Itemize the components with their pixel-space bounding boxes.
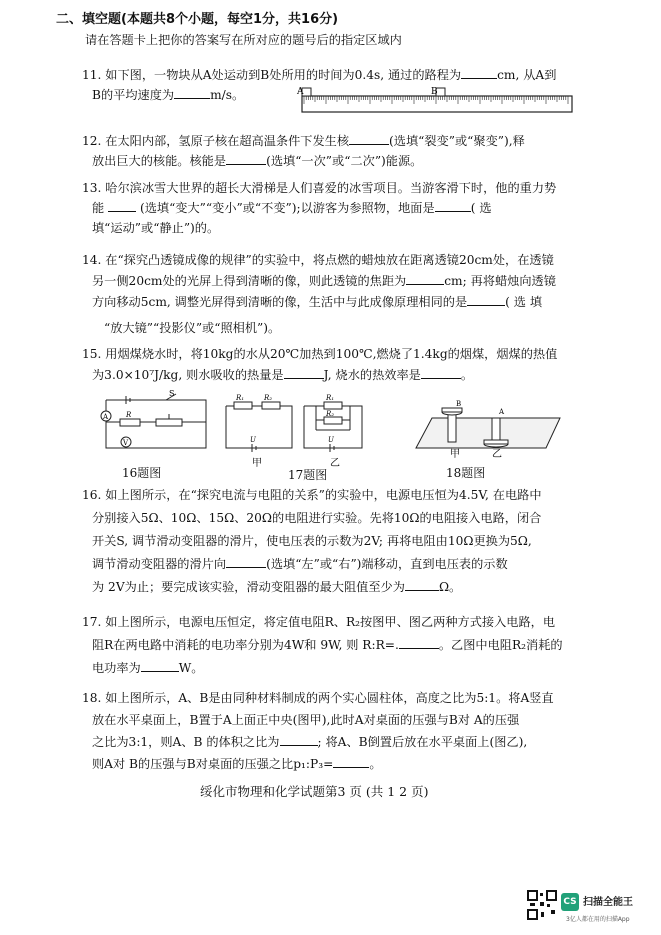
q18-text-d: 。 — [369, 757, 382, 771]
q14-line1: 14. 在“探究凸透镜成像的规律”的实验中，将点燃的蜡烛放在距离透镜20cm处，在透镜 — [82, 253, 554, 267]
q14-blank-1 — [406, 273, 444, 285]
ruler-label-b: B — [431, 87, 438, 97]
q12-blank-2 — [226, 153, 266, 165]
page-footer: 绥化市物理和化学试题第3 页 (共 1 2 页) — [200, 784, 429, 799]
fig16-voltmeter-label: V — [123, 439, 129, 447]
q13-text-c: ( 选 — [470, 201, 492, 215]
q15-line2 — [92, 367, 473, 383]
q18-line3 — [92, 734, 527, 750]
fig17-u-label-jia: U — [250, 436, 256, 444]
q12-text-d: (选填“一次”或“二次”)能源。 — [266, 154, 423, 168]
q12-blank-1 — [349, 133, 389, 145]
fig18-caption: 18题图 — [446, 466, 486, 480]
circuit-figure-16 — [96, 388, 216, 460]
fig18-b-label: B — [456, 400, 462, 408]
q18-text-b: ; 将A、B倒置后放在水平桌面上(图乙), — [317, 735, 528, 749]
q15-blank-1 — [284, 367, 324, 379]
q15-text-b: J, 烧水的热效率是 — [323, 368, 421, 382]
q13-text-a: 能 — [92, 201, 105, 215]
q13-line3: 填“运动”或“静止”)的。 — [92, 221, 220, 235]
circuit-figure-17 — [222, 392, 368, 470]
q15-blank-2 — [421, 367, 461, 379]
fig17-r1-label: R₁ — [236, 394, 245, 402]
fig16-caption: 16题图 — [122, 466, 162, 480]
fig18-jia-label: 甲 — [450, 449, 460, 460]
fig17-yi-r2-label: R₂ — [326, 410, 335, 418]
fig17-r2-label: R₂ — [264, 394, 273, 402]
fig17-jia-label: 甲 — [252, 458, 262, 469]
q12-line1 — [82, 133, 525, 149]
q17-line3 — [92, 660, 203, 676]
q13-line1: 13. 哈尔滨冰雪大世界的超长大滑梯是人们喜爱的冰雪项目。当游客滑下时，他的重力势 — [82, 181, 557, 195]
q17-line2 — [92, 637, 563, 653]
q17-line1: 17. 如上图所示，电源电压恒定，将定值电阻R、R₂按图甲、图乙两种方式接入电路，电 — [82, 615, 556, 629]
q14-text-c: 方向移动5cm, 调整光屏得到清晰的像，生活中与此成像原理相同的是 — [92, 295, 468, 309]
q11-text-a: 11. 如下图，一物块从A处运动到B处所用的时间为0.4s, 通过的路程为 — [82, 68, 462, 82]
ruler-label-a: A — [297, 87, 304, 97]
q14-line2 — [92, 273, 556, 289]
q17-text-c: 电功率为 — [92, 661, 141, 675]
q16-line4 — [92, 556, 508, 572]
q18-text-a: 之比为3:1，则A、B 的体积之比为 — [92, 735, 280, 749]
camscanner-name: 扫描全能王 — [583, 897, 633, 908]
q13-blank-2 — [435, 200, 471, 212]
q18-text-c: 则A对 B的压强与B对桌面的压强之比p₁:P₃= — [92, 757, 334, 771]
q14-line3 — [92, 294, 542, 310]
q15-line1: 15. 用烟煤烧水时，将10kg的水从20℃加热到100℃,燃烧了1.4kg的烟煤，烟煤的热值 — [82, 347, 558, 361]
fig17-yi-r1-label: R₁ — [326, 394, 335, 402]
q11-blank-distance — [461, 67, 497, 79]
q13-line2 — [92, 200, 492, 216]
q13-blank-1 — [108, 200, 136, 212]
q18-line2: 放在水平桌面上，B置于A上面正中央(图甲),此时A对桌面的压强与B对 A的压强 — [92, 713, 520, 727]
fig18-a-label: A — [499, 408, 505, 416]
q14-text-b: cm; 再将蜡烛向透镜 — [444, 274, 556, 288]
q16-line3: 开关S, 调节滑动变阻器的滑片，使电压表的示数为2V; 再将电阻由10Ω更换为5Ω, — [92, 534, 532, 548]
ruler-figure — [294, 84, 584, 124]
instruction-text: 请在答题卡上把你的答案写在所对应的题号后的指定区域内 — [85, 33, 402, 47]
q11-text-b: cm, 从A到 — [497, 68, 557, 82]
q16-text-d: Ω。 — [438, 580, 462, 594]
q18-line4 — [92, 756, 382, 772]
qr-code-icon — [527, 890, 557, 920]
q16-blank-1 — [226, 556, 266, 568]
fig16-resistor-label: R — [126, 411, 132, 419]
q14-line4: “放大镜”“投影仪”或“照相机”)。 — [104, 321, 281, 335]
fig17-caption: 17题图 — [288, 468, 328, 482]
q17-blank-2 — [141, 660, 179, 672]
q14-text-d: ( 选 填 — [505, 295, 543, 309]
q16-line5 — [92, 579, 461, 595]
q16-text-c: 为 2V为止；要完成该实验，滑动变阻器的最大阻值至少为 — [92, 580, 405, 594]
q18-blank-1 — [280, 734, 318, 746]
q17-text-b: 。乙图中电阻R₂消耗的 — [438, 638, 563, 652]
q11-line2 — [92, 87, 244, 103]
q16-line1: 16. 如上图所示，在“探究电流与电阻的关系”的实验中，电源电压恒为4.5V, 在电路中 — [82, 488, 542, 502]
cylinder-figure-18 — [396, 392, 562, 462]
section-title: 二、填空题(本题共8个小题，每空1分，共16分) — [56, 12, 339, 27]
camscanner-logo-icon: CS — [561, 893, 579, 911]
q14-blank-2 — [467, 294, 505, 306]
q15-text-a: 为3.0×10⁷J/kg, 则水吸收的热量是 — [92, 368, 284, 382]
q16-text-a: 调节滑动变阻器的滑片向 — [92, 557, 227, 571]
q11-blank-speed — [174, 87, 210, 99]
q16-text-b: (选填“左”或“右”)端移动，直到电压表的示数 — [266, 557, 508, 571]
q13-text-b: (选填“变大”“变小”或“不变”);以游客为参照物，地面是 — [139, 201, 435, 215]
q17-blank-1 — [399, 637, 439, 649]
q16-blank-2 — [405, 579, 439, 591]
fig16-switch-label: S — [169, 389, 175, 398]
q12-text-a: 12. 在太阳内部，氢原子核在超高温条件下发生核 — [82, 134, 350, 148]
q17-text-a: 阻R在两电路中消耗的电功率分别为4W和 9W, 则 R:R=. — [92, 638, 399, 652]
q11-line1 — [82, 67, 556, 83]
q12-text-b: (选填“裂变”或“聚变”),释 — [389, 134, 525, 148]
fig18-yi-label: 乙 — [492, 449, 502, 460]
fig17-yi-label: 乙 — [330, 458, 340, 469]
fig17-u-label-yi: U — [328, 436, 334, 444]
q14-text-a: 另一侧20cm处的光屏上得到清晰的像，则此透镜的焦距为 — [92, 274, 407, 288]
q15-text-c: 。 — [460, 368, 474, 382]
q17-text-d: W。 — [178, 661, 204, 675]
fig16-ammeter-label: A — [103, 413, 109, 421]
q18-line1: 18. 如上图所示，A、B是由同种材料制成的两个实心圆柱体，高度之比为5:1。将A竖直 — [82, 691, 554, 705]
q11-text-c: B的平均速度为 — [92, 88, 175, 102]
q12-text-c: 放出巨大的核能。核能是 — [92, 154, 227, 168]
camscanner-tagline: 3亿人都在用的扫描App — [566, 916, 630, 923]
q12-line2 — [92, 153, 422, 169]
q16-line2: 分别接入5Ω、10Ω、15Ω、20Ω的电阻进行实验。先将10Ω的电阻接入电路，闭合 — [92, 511, 542, 525]
q18-blank-2 — [333, 756, 369, 768]
q11-text-d: m/s。 — [210, 88, 245, 102]
